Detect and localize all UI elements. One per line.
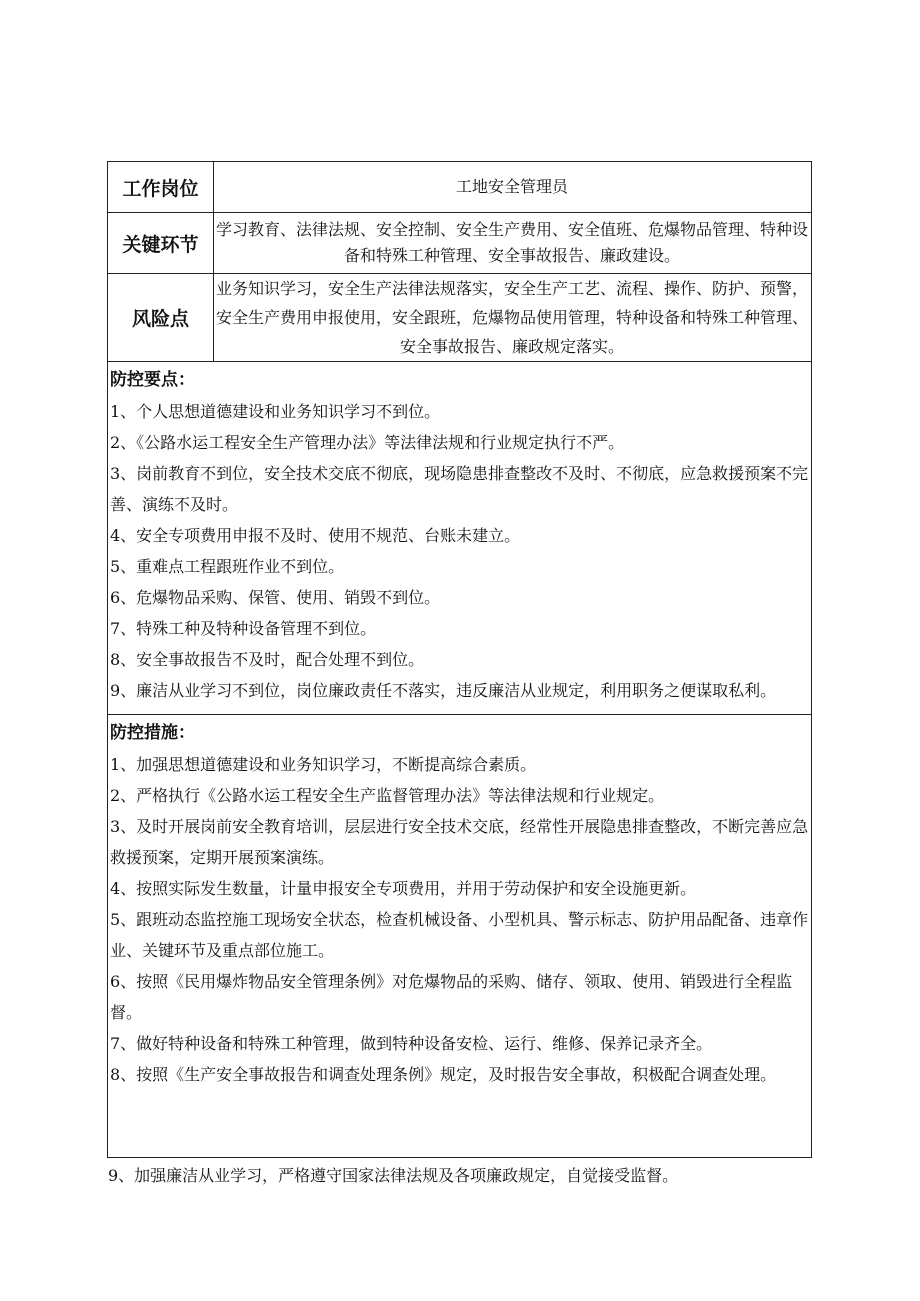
key-points-value: 学习教育、法律法规、安全控制、安全生产费用、安全值班、危爆物品管理、特种设备和特殊工种管理、安全事故报告、廉政建设。	[216, 220, 809, 265]
prevention-points-heading: 防控要点：	[110, 370, 195, 390]
prevention-point-item: 8、安全事故报告不及时，配合处理不到位。	[110, 650, 425, 669]
prevention-point-item: 3、岗前教育不到位，安全技术交底不彻底，现场隐患排查整改不及时、不彻底，应急救援预案不完善、演练不及时。	[110, 464, 809, 514]
prevention-measure-item: 4、按照实际发生数量，计量申报安全专项费用，并用于劳动保护和安全设施更新。	[110, 879, 697, 898]
prevention-measures-heading: 防控措施：	[110, 723, 195, 743]
row-divider	[108, 361, 811, 362]
row-divider	[108, 714, 811, 715]
responsibility-table	[107, 161, 812, 1158]
prevention-point-item: 6、危爆物品采购、保管、使用、销毁不到位。	[110, 588, 441, 607]
prevention-points-section	[110, 365, 809, 712]
prevention-measure-item: 3、及时开展岗前安全教育培训，层层进行安全技术交底，经常性开展隐患排查整改，不断完善应急救援预案，定期开展预案演练。	[110, 817, 809, 867]
risk-points-value: 业务知识学习，安全生产法律法规落实，安全生产工艺、流程、操作、防护、预警，安全生产费用申报使用，安全跟班，危爆物品使用管理，特种设备和特殊工种管理、安全事故报告、廉政规定落实。	[216, 279, 809, 356]
overflow-measure-item: 9、加强廉洁从业学习，严格遵守国家法律法规及各项廉政规定，自觉接受监督。	[108, 1166, 679, 1185]
key-points-label: 关键环节	[122, 233, 199, 256]
prevention-point-item: 1、个人思想道德建设和业务知识学习不到位。	[110, 402, 441, 421]
prevention-point-item: 9、廉洁从业学习不到位，岗位廉政责任不落实，违反廉洁从业规定，利用职务之便谋取私利。	[110, 681, 777, 700]
post-label: 工作岗位	[122, 177, 199, 200]
prevention-point-item: 5、重难点工程跟班作业不到位。	[110, 557, 345, 576]
prevention-point-item: 4、安全专项费用申报不及时、使用不规范、台账未建立。	[110, 526, 521, 545]
prevention-point-item: 7、特殊工种及特种设备管理不到位。	[110, 619, 377, 638]
risk-points-label: 风险点	[131, 308, 189, 330]
prevention-measure-item: 8、按照《生产安全事故报告和调查处理条例》规定，及时报告安全事故，积极配合调查处理。	[110, 1065, 777, 1084]
prevention-measure-item: 7、做好特种设备和特殊工种管理，做到特种设备安检、运行、维修、保养记录齐全。	[110, 1034, 713, 1053]
prevention-measure-item: 1、加强思想道德建设和业务知识学习，不断提高综合素质。	[110, 755, 537, 774]
prevention-measure-item: 2、严格执行《公路水运工程安全生产监督管理办法》等法律法规和行业规定。	[110, 786, 665, 805]
prevention-point-item: 2、《公路水运工程安全生产管理办法》等法律法规和行业规定执行不严。	[110, 433, 625, 452]
prevention-measures-section	[110, 718, 809, 1154]
post-value: 工地安全管理员	[455, 177, 568, 196]
prevention-measure-item: 5、跟班动态监控施工现场安全状态，检查机械设备、小型机具、警示标志、防护用品配备、违章作业、关键环节及重点部位施工。	[110, 910, 809, 960]
prevention-measure-item: 6、按照《民用爆炸物品安全管理条例》对危爆物品的采购、储存、领取、使用、销毁进行全程监督。	[110, 972, 793, 1022]
